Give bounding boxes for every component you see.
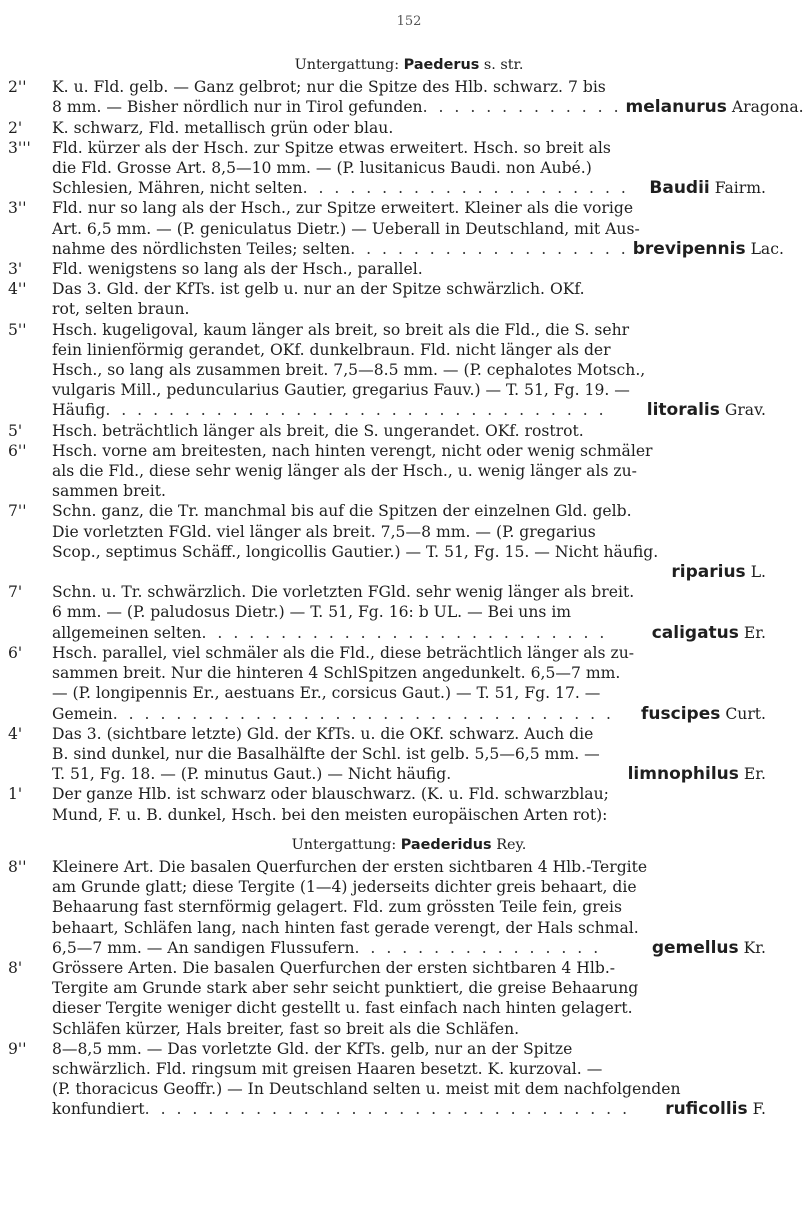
entry-last-line (52, 238, 784, 259)
entry-text-line: Behaarung fast sternförmig gelagert. Fld. zum grössten Teile fein, greis (52, 898, 622, 917)
entry-text-line: Schn. ganz, die Tr. manchmal bis auf die Spitzen der einzelnen Gld. gelb. (52, 502, 632, 521)
entry-last-line (52, 178, 766, 198)
species-name: ruficollis (665, 1099, 748, 1120)
entry-text-line: sammen breit. Nur die hinteren 4 SchlSpitzen angedunkelt. 6,5—7 mm. (52, 664, 621, 683)
couplet-number: 5' (8, 421, 23, 440)
entry-text-line: 6,5—7 mm. — An sandigen Flussufern (52, 938, 355, 957)
species-name: fuscipes (641, 703, 721, 724)
couplet-number: 6'' (8, 441, 27, 460)
entry-text-line: Fld. nur so lang als der Hsch., zur Spitze erweitert. Kleiner als die vorige (52, 199, 634, 218)
entry-text-line: rot, selten braun. (52, 300, 190, 319)
key-entry (8, 320, 766, 421)
key-entry (8, 501, 766, 583)
entry-text-line: Grössere Arten. Die basalen Querfurchen der ersten sichtbaren 4 Hlb.- (52, 958, 616, 977)
entry-last-line (52, 1019, 766, 1039)
subgenus-prefix: Untergattung: (291, 836, 397, 853)
entry-last-line (52, 764, 766, 784)
species-name: melanurus (625, 97, 727, 118)
entry-text-line: Gemein (52, 704, 113, 723)
entry-text-line: — (P. longipennis Er., aestuans Er., corsicus Gaut.) — T. 51, Fg. 17. — (52, 684, 601, 703)
key-entry (8, 724, 766, 785)
couplet-number: 3''' (8, 138, 31, 157)
species-name: brevipennis (632, 238, 746, 259)
entry-text-line: T. 51, Fg. 18. — (P. minutus Gaut.) — Nicht häufig (52, 765, 447, 784)
entry-text-line: schwärzlich. Fld. ringsum mit greisen Haaren besetzt. K. kurzoval. — (52, 1059, 603, 1078)
entry-text-line: am Grunde glatt; diese Tergite (1—4) jederseits dichter greis behaart, die (52, 878, 637, 897)
species-author: Lac. (750, 239, 784, 258)
species-author: Er. (743, 765, 766, 784)
entry-text-line: Hsch. vorne am breitesten, nach hinten verengt, nicht oder wenig schmäler (52, 441, 653, 460)
entry-text-line: sammen breit. (52, 482, 166, 501)
entry-last-line (52, 299, 766, 319)
entry-text-line: Hsch. parallel, viel schmäler als die Fld., diese beträchtlich länger als zu- (52, 643, 635, 662)
subgenus-name: Paederidus (400, 836, 492, 853)
key-entry (8, 784, 766, 824)
entry-text-line: Hsch., so lang als zusammen breit. 7,5—8.5 mm. — (P. cephalotes Motsch., (52, 361, 646, 380)
species-author: Er. (743, 623, 766, 642)
entry-text-line: nahme des nördlichsten Teiles; selten (52, 239, 351, 258)
entry-text-line: Hsch. beträchtlich länger als breit, die S. ungerandet. OKf. rostrot. (52, 421, 584, 440)
key-entry (8, 259, 766, 279)
entry-text-line: die Fld. Grosse Art. 8,5—10 mm. — (P. lusitanicus Baudi. non Aubé.) (52, 159, 592, 178)
entry-text-line: Kleinere Art. Die basalen Querfurchen der ersten sichtbaren 4 Hlb.-Tergite (52, 857, 648, 876)
leader-dots: . . . . . . . . . . . . . . . . (354, 938, 602, 957)
key-entry (8, 643, 766, 724)
species-name: gemellus (651, 937, 739, 958)
species-author: Grav. (724, 401, 766, 420)
species-author: Fairm. (714, 179, 766, 198)
entry-last-line (52, 481, 766, 501)
species-name: caligatus (651, 622, 739, 643)
entry-text-line: Tergite am Grunde stark aber sehr seicht punktiert, die greise Behaarung (52, 979, 639, 998)
leader-dots: . . . . . . . . . . . . . . . . . . (350, 239, 629, 258)
key-entry (8, 421, 766, 441)
leader-dots: . . . . . . . . . . . . . . . . . . . . . . . . . . . . . . . (144, 1100, 631, 1119)
subgenus-suffix: Rey. (496, 836, 527, 853)
couplet-number: 2'' (8, 78, 27, 97)
entry-last-line (52, 259, 766, 279)
entry-last-line (52, 623, 766, 643)
entry-text-line: vulgaris Mill., peduncularius Gautier, gregarius Fauv.) — T. 51, Fg. 19. — (52, 381, 630, 400)
species-author: Curt. (725, 704, 766, 723)
couplet-number: 4' (8, 724, 23, 743)
couplet-number: 5'' (8, 320, 27, 339)
species-author: F. (752, 1100, 766, 1119)
key-entry (8, 958, 766, 1039)
entry-text-line: Schläfen kürzer, Hals breiter, fast so breit als die Schläfen. (52, 1019, 520, 1038)
entry-text-line: Scop., septimus Schäff., longicollis Gautier.) — T. 51, Fg. 15. — Nicht häufig. (52, 542, 659, 561)
leader-dots: . . . . . . . . . . . . . . . . . . . . . . . . . . (201, 623, 608, 642)
entry-last-line (52, 938, 766, 958)
key-entry (8, 279, 766, 319)
couplet-number: 7' (8, 583, 23, 602)
species-author: Aragona. (731, 98, 804, 117)
key-entry (8, 198, 784, 259)
entry-text-line: dieser Tergite weniger dicht gestellt u. fast einfach nach hinten gelagert. (52, 999, 633, 1018)
couplet-number: 2' (8, 118, 23, 137)
entry-text-line: behaart, Schläfen lang, nach hinten fast gerade verengt, der Hals schmal. (52, 918, 639, 937)
entry-last-line (52, 97, 804, 118)
page-number: 152 (396, 14, 422, 29)
key-entry (8, 441, 766, 502)
entry-last-line (52, 118, 766, 138)
entry-text-line: 6 mm. — (P. paludosus Dietr.) — T. 51, Fg. 16: b UL. — Bei uns im (52, 603, 572, 622)
subgenus-heading-paederidus (52, 835, 766, 855)
entry-text-line: Das 3. (sichtbare letzte) Gld. der KfTs. u. die OKf. schwarz. Auch die (52, 724, 594, 743)
couplet-number: 9'' (8, 1039, 27, 1058)
subgenus-suffix: s. str. (483, 57, 524, 73)
entry-last-line (52, 400, 766, 420)
couplet-number: 8'' (8, 857, 27, 876)
species-author: Kr. (743, 938, 766, 957)
species-author: L. (750, 563, 766, 582)
leader-dots: . . . . . . . . . . . . . . . . . . . . . . . . . . . . . . . . (105, 401, 607, 420)
entry-text-line: 8 mm. — Bisher nördlich nur in Tirol gefunden (52, 98, 423, 117)
entry-text-line: allgemeinen selten (52, 623, 202, 642)
couplet-number: 3'' (8, 199, 27, 218)
entry-text-line: fein linienförmig gerandet, OKf. dunkelbraun. Fld. nicht länger als der (52, 340, 611, 359)
couplet-number: 7'' (8, 502, 27, 521)
couplet-number: 6' (8, 643, 23, 662)
entry-text-line: K. u. Fld. gelb. — Ganz gelbrot; nur die Spitze des Hlb. schwarz. 7 bis (52, 78, 606, 97)
key-entries-paederus (8, 77, 804, 825)
leader-dots: . . . . . . . . . . . . . (422, 98, 622, 117)
entry-text-line: Mund, F. u. B. dunkel, Hsch. bei den meisten europäischen Arten rot): (52, 805, 608, 824)
species-name: riparius (671, 562, 746, 583)
entry-text-line: Häufig (52, 401, 106, 420)
key-entry (8, 857, 766, 958)
entry-text-line: Art. 6,5 mm. — (P. geniculatus Dietr.) — Ueberall in Deutschland, mit Aus- (52, 219, 640, 238)
entry-text-line: (P. thoracicus Geoffr.) — In Deutschland selten u. meist mit dem nachfolgenden (52, 1080, 681, 1099)
couplet-number: 3' (8, 260, 23, 279)
species-name: limnophilus (627, 764, 739, 785)
key-entry (8, 118, 766, 138)
entry-last-line (52, 1099, 766, 1119)
entry-text-line: Fld. kürzer als der Hsch. zur Spitze etwas erweitert. Hsch. so breit als (52, 138, 611, 157)
entry-last-line (52, 704, 766, 724)
subgenus-name: Paederus (403, 57, 480, 73)
key-entry (8, 1039, 766, 1120)
entry-text-line: Hsch. kugeligoval, kaum länger als breit, so breit als die Fld., die S. sehr (52, 320, 630, 339)
entry-last-line (52, 562, 766, 582)
species-name: litoralis (646, 400, 720, 421)
key-entry (8, 77, 804, 118)
leader-dots: . (446, 765, 455, 784)
leader-dots: . . . . . . . . . . . . . . . . . . . . . (302, 179, 629, 198)
entry-text-line: als die Fld., diese sehr wenig länger als der Hsch., u. wenig länger als zu- (52, 462, 637, 481)
entry-text-line: Schn. u. Tr. schwärzlich. Die vorletzten FGld. sehr wenig länger als breit. (52, 583, 635, 602)
key-entry (8, 582, 766, 643)
entry-last-line (52, 421, 766, 441)
couplet-number: 4'' (8, 280, 27, 299)
entry-text-line: Das 3. Gld. der KfTs. ist gelb u. nur an der Spitze schwärzlich. OKf. (52, 280, 585, 299)
entry-text-line: Der ganze Hlb. ist schwarz oder blauschwarz. (K. u. Fld. schwarzblau; (52, 785, 609, 804)
entry-text-line: B. sind dunkel, nur die Basalhälfte der Schl. ist gelb. 5,5—6,5 mm. — (52, 744, 600, 763)
entry-text-line: 8—8,5 mm. — Das vorletzte Gld. der KfTs. gelb, nur an der Spitze (52, 1039, 573, 1058)
key-entry (8, 138, 766, 199)
subgenus-heading-paederus (52, 55, 766, 75)
entry-text-line: K. schwarz, Fld. metallisch grün oder blau. (52, 118, 394, 137)
entry-text-line: Fld. wenigstens so lang als der Hsch., parallel. (52, 260, 423, 279)
subgenus-prefix: Untergattung: (294, 57, 400, 73)
entry-text-line: konfundiert (52, 1100, 145, 1119)
entry-text-line: Die vorletzten FGld. viel länger als breit. 7,5—8 mm. — (P. gregarius (52, 522, 596, 541)
entry-text-line: Schlesien, Mähren, nicht selten (52, 179, 303, 198)
entry-last-line (52, 805, 766, 825)
leader-dots: . . . . . . . . . . . . . . . . . . . . . . . . . . . . . . . . (112, 704, 615, 723)
couplet-number: 1' (8, 785, 23, 804)
couplet-number: 8' (8, 958, 23, 977)
species-name: Baudii (649, 178, 710, 199)
key-entries-paederidus (8, 857, 766, 1120)
